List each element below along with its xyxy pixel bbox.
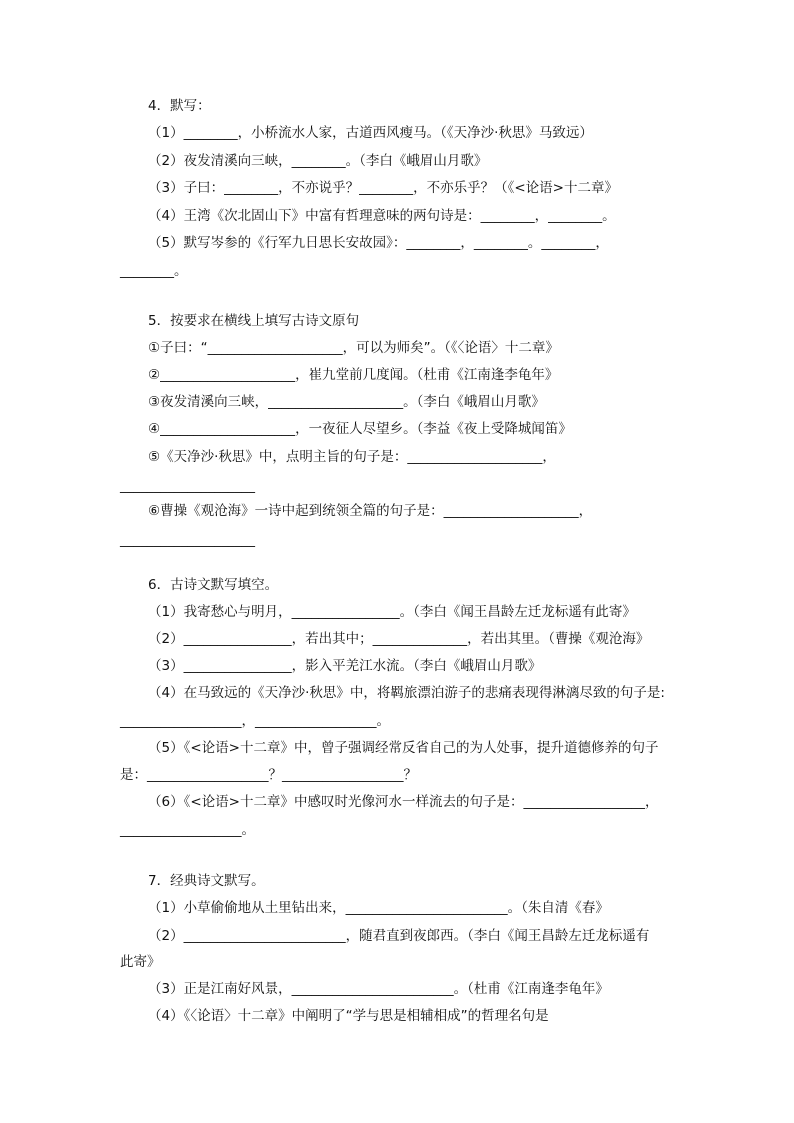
- question-7-item-2-continued: 此寄》: [120, 954, 161, 970]
- question-6-item-5-continued: 是：__________________？__________________？: [120, 767, 417, 783]
- question-5-item-2: ②____________________，崔九堂前几度闻。（杜甫《江南逢李龟年》: [148, 367, 559, 383]
- question-6-item-1: （1）我寄愁心与明月，________________。（李白《闻王昌龄左迁龙标遥有此寄》: [148, 604, 636, 620]
- question-5-item-6: ⑥曹操《观沧海》一诗中起到统领全篇的句子是：____________________，: [148, 503, 593, 519]
- question-6-item-4-continued: __________________，__________________。: [120, 713, 390, 729]
- question-7-item-4: （4）《〈论语〉十二章》中阐明了“学与思是相辅相成”的哲理名句是: [148, 1008, 549, 1024]
- question-5-item-3: ③夜发清溪向三峡，____________________。（李白《峨眉山月歌》: [148, 394, 545, 410]
- question-6-item-6-continued: __________________。: [120, 822, 255, 838]
- question-4-item-1: （1）________，小桥流水人家，古道西风瘦马。（《天净沙·秋思》马致远）: [148, 125, 593, 141]
- question-4-item-5-continued: ________。: [120, 263, 188, 279]
- question-7-item-3: （3）正是江南好风景，________________________。（杜甫《江南逢李龟年》: [148, 981, 609, 997]
- question-6-item-5: （5）《<论语>十二章》中，曾子强调经常反省自己的为人处事，提升道德修养的句子: [148, 740, 659, 756]
- question-7-item-1: （1）小草偷偷地从土里钻出来，________________________。（朱自清《春》: [148, 900, 609, 916]
- question-4-item-3: （3）子曰：________，不亦说乎？________，不亦乐乎？（《<论语>十二章》: [148, 180, 618, 196]
- question-7-title: 7．经典诗文默写。: [148, 873, 265, 889]
- question-6-item-4: （4）在马致远的《天净沙·秋思》中，将羁旅漂泊游子的悲痛表现得淋漓尽致的句子是:: [148, 685, 665, 701]
- question-5-title: 5．按要求在横线上填写古诗文原句: [148, 313, 360, 329]
- question-6-item-2: （2）________________，若出其中；______________，若出其里。（曹操《观沧海》: [148, 631, 650, 647]
- question-6-item-3: （3）________________，影入平羌江水流。（李白《峨眉山月歌》: [148, 658, 542, 674]
- question-6-title: 6．古诗文默写填空。: [148, 577, 279, 593]
- question-7-item-2: （2）________________________，随君直到夜郎西。（李白《闻王昌龄左迁龙标遥有: [148, 928, 650, 944]
- question-5-item-4: ④____________________，一夜征人尽望乡。（李益《夜上受降城闻笛》: [148, 421, 572, 437]
- question-4-item-2: （2）夜发清溪向三峡，________。（李白《峨眉山月歌》: [148, 153, 488, 169]
- question-4-item-5: （5）默写岑参的《行军九日思长安故园》：________，________。________，: [148, 235, 609, 251]
- question-4-title: 4．默写：: [148, 98, 211, 114]
- question-5-item-5-continued: ____________________: [120, 478, 255, 494]
- question-4-item-4: （4）王湾《次北固山下》中富有哲理意味的两句诗是：________，________。: [148, 208, 616, 224]
- question-6-item-6: （6）《<论语>十二章》中感叹时光像河水一样流去的句子是：__________________，: [148, 794, 659, 810]
- question-5-item-1: ①子曰：“____________________，可以为师矣”。（《〈论语〉十二章》: [148, 340, 559, 356]
- question-5-item-6-continued: ____________________: [120, 532, 255, 548]
- question-5-item-5: ⑤《天净沙·秋思》中，点明主旨的句子是：____________________，: [148, 449, 556, 465]
